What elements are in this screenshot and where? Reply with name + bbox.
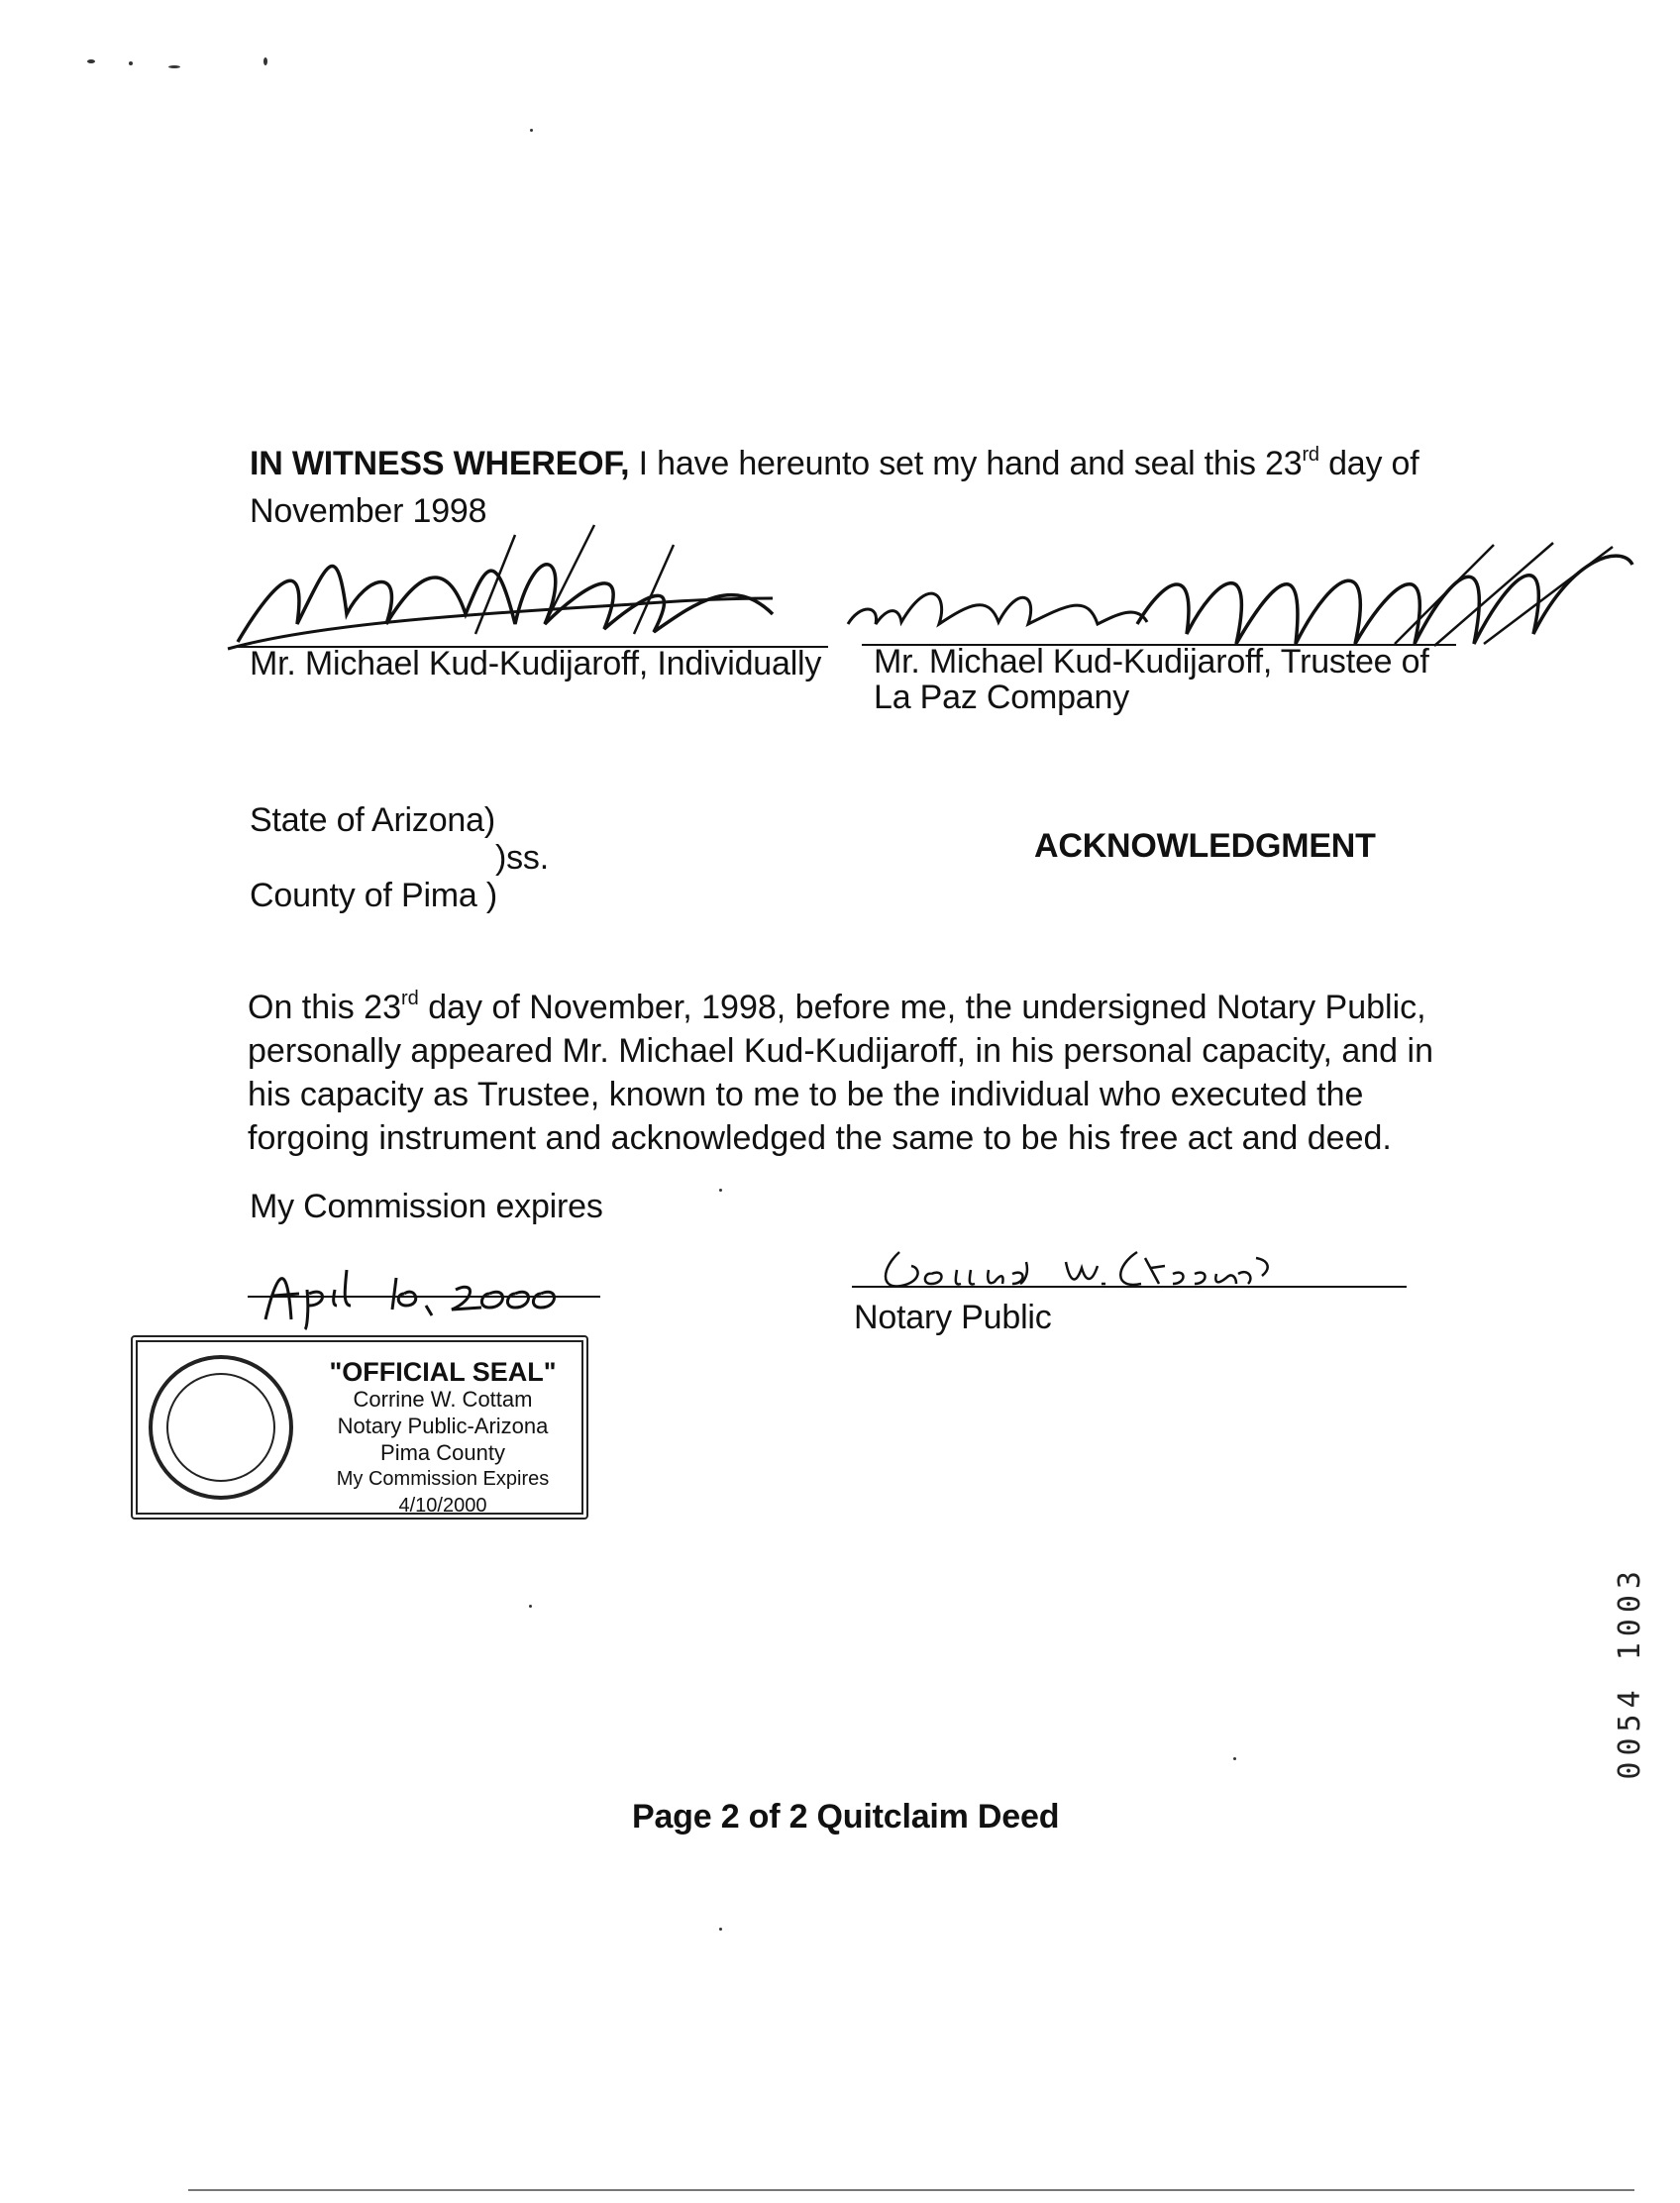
seal-title: "OFFICIAL SEAL" [329,1357,557,1387]
commission-label: My Commission expires [250,1188,603,1225]
seal-text [309,1359,577,1520]
state-seal-icon [149,1355,293,1500]
witness-line-2: November 1998 [250,492,487,530]
ack-line-1-sup: rd [400,987,419,1009]
notary-caption: Notary Public [854,1299,1052,1336]
page-footer: Page 2 of 2 Quitclaim Deed [632,1798,1060,1836]
witness-text: I have hereunto set my hand and seal this 23 [629,445,1303,482]
signature-caption-right-1: Mr. Michael Kud-Kudijaroff, Trustee of [874,643,1429,681]
venue-county: County of Pima ) [250,877,498,914]
commission-date-line [248,1296,600,1298]
ack-line-1 [248,986,1466,1029]
witness-line-1 [250,444,1419,483]
signature-individual [218,515,832,654]
margin-stamp-number: 0054 1003 [1613,1565,1647,1780]
notary-signature-line [852,1286,1407,1288]
acknowledgment-paragraph [248,986,1466,1160]
ack-line-1b: day of November, 1998, before me, the undersigned Notary Public, [418,989,1426,1026]
signature-caption-left: Mr. Michael Kud-Kudijaroff, Individually [250,645,822,682]
venue-state: State of Arizona) [250,801,495,839]
venue-ss: )ss. [495,839,549,877]
ack-line-3: his capacity as Trustee, known to me to be the individual who executed the [248,1076,1364,1113]
commission-date-handwritten [248,1250,604,1329]
official-seal-stamp [131,1335,588,1520]
seal-name: Corrine W. Cottam [353,1387,533,1412]
witness-tail: day of [1318,445,1419,482]
seal-expires: My Commission Expires 4/10/2000 [336,1468,550,1517]
witness-lead: IN WITNESS WHEREOF, [250,445,630,482]
witness-sup: rd [1302,443,1319,466]
seal-county: Pima County [380,1440,505,1465]
seal-office: Notary Public-Arizona [337,1414,549,1438]
ack-line-2: personally appeared Mr. Michael Kud-Kudijaroff, in his personal capacity, and in [248,1032,1433,1070]
ack-line-4: forgoing instrument and acknowledged the same to be his free act and deed. [248,1119,1392,1157]
signature-trustee [840,535,1652,654]
signature-caption-right-2: La Paz Company [874,679,1130,716]
bottom-edge-rule [188,2189,1634,2191]
ack-line-1a: On this 23 [248,989,401,1026]
acknowledgment-heading: ACKNOWLEDGMENT [1034,827,1376,865]
